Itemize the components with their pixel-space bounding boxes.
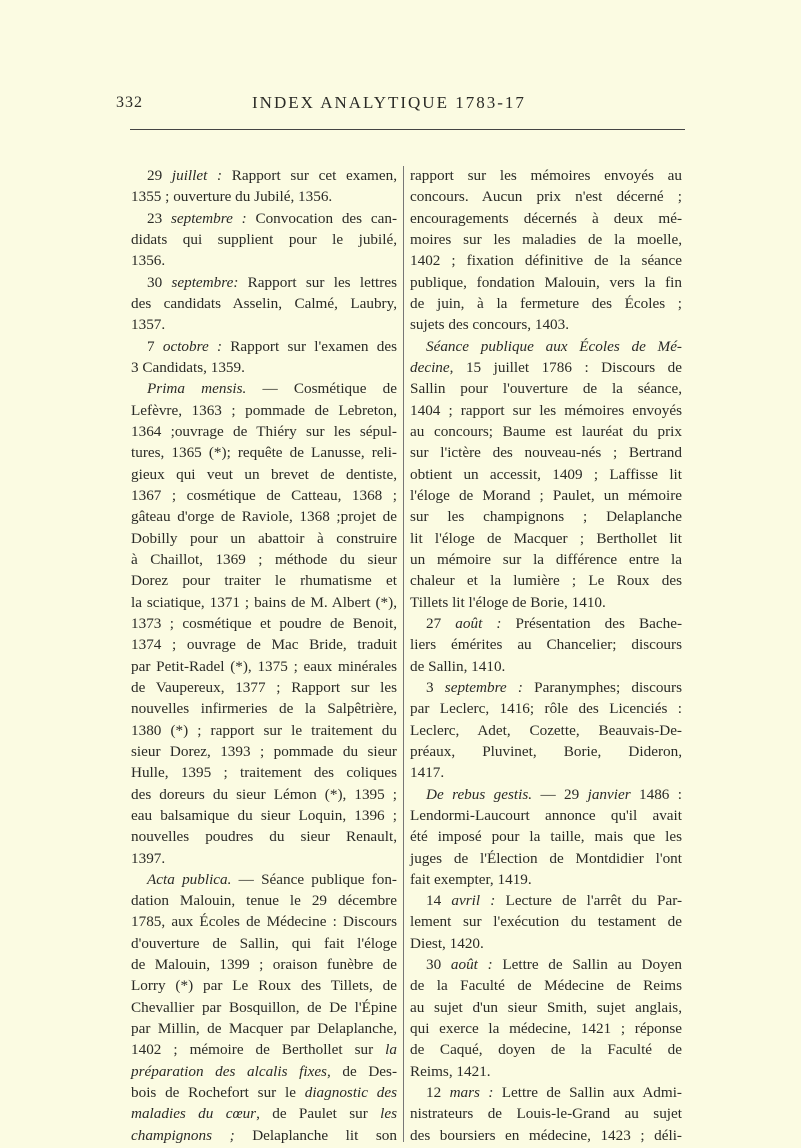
italic-text: août : bbox=[450, 956, 493, 974]
text-line bbox=[410, 1039, 682, 1060]
text-segment: au sujet d'un sieur Smith, sujet anglais, bbox=[410, 998, 682, 1016]
text-line bbox=[410, 805, 682, 826]
text-segment: 1380 (*) ; rapport sur le traitement du bbox=[131, 721, 397, 739]
italic-text: janvier bbox=[587, 785, 631, 803]
text-line bbox=[131, 975, 397, 996]
text-line bbox=[410, 720, 682, 741]
text-line bbox=[410, 336, 682, 357]
text-segment: Paranymphes; discours bbox=[522, 678, 682, 696]
text-segment: 14 bbox=[426, 892, 452, 910]
text-line bbox=[410, 549, 682, 570]
text-segment: un mémoire sur la différence entre la bbox=[410, 550, 682, 568]
text-line bbox=[410, 272, 682, 293]
text-line bbox=[410, 677, 682, 698]
italic-text: Acta publica. bbox=[147, 870, 232, 888]
text-line bbox=[131, 400, 397, 421]
italic-text: octobre : bbox=[162, 337, 223, 355]
text-line bbox=[410, 528, 682, 549]
text-segment: 1356. bbox=[131, 252, 166, 270]
text-segment: bois de Rochefort sur le bbox=[131, 1084, 305, 1102]
text-line bbox=[410, 314, 682, 335]
text-line bbox=[410, 442, 682, 463]
text-line bbox=[131, 549, 397, 570]
text-segment: moires sur les maladies de la moelle, bbox=[410, 230, 682, 248]
text-line bbox=[131, 933, 397, 954]
text-segment: nouvelles poudres du sieur Renault, bbox=[131, 828, 397, 846]
text-line bbox=[410, 848, 682, 869]
text-segment: Chevallier par Bosquillon, de De l'Épine bbox=[131, 998, 397, 1016]
italic-text: septembre: bbox=[171, 273, 239, 291]
italic-text: les bbox=[380, 1105, 397, 1123]
text-line bbox=[410, 656, 682, 677]
text-segment: de Vaupereux, 1377 ; Rapport sur les bbox=[131, 678, 397, 696]
text-segment: des candidats Asselin, Calmé, Laubry, bbox=[131, 294, 397, 312]
text-segment: 1355 ; ouverture du Jubilé, 1356. bbox=[131, 188, 333, 206]
text-line bbox=[131, 848, 397, 869]
text-segment: 1374 ; ouvrage de Mac Bride, traduit bbox=[131, 636, 397, 654]
left-column bbox=[131, 165, 397, 1146]
text-line bbox=[410, 890, 682, 911]
text-line bbox=[131, 506, 397, 527]
text-line bbox=[410, 1125, 682, 1146]
text-line bbox=[131, 421, 397, 442]
text-segment: — Séance publique fon- bbox=[231, 870, 397, 888]
text-segment: Lecture de l'arrêt du Par- bbox=[495, 892, 683, 910]
text-segment: publique, fondation Malouin, vers la fin bbox=[410, 273, 682, 291]
text-segment: fait exempter, 1419. bbox=[410, 870, 532, 888]
text-line bbox=[131, 314, 397, 335]
text-line bbox=[131, 570, 397, 591]
text-line bbox=[410, 762, 682, 783]
italic-text: De rebus gestis. bbox=[426, 785, 533, 803]
text-line bbox=[131, 293, 397, 314]
text-segment: 1357. bbox=[131, 316, 166, 334]
text-segment: qui exerce la médecine, 1421 ; réponse bbox=[410, 1020, 682, 1038]
text-segment: concours. Aucun prix n'est décerné ; bbox=[410, 188, 682, 206]
text-line bbox=[131, 720, 397, 741]
text-line bbox=[410, 506, 682, 527]
italic-text: septembre : bbox=[444, 678, 523, 696]
text-segment: 1402 ; mémoire de Berthollet sur bbox=[131, 1041, 386, 1059]
text-line bbox=[131, 741, 397, 762]
text-segment: Présentation des Bache- bbox=[501, 614, 683, 632]
text-line bbox=[131, 911, 397, 932]
text-line bbox=[410, 485, 682, 506]
text-segment: eau balsamique du sieur Loquin, 1396 ; bbox=[131, 806, 397, 824]
text-line bbox=[410, 997, 682, 1018]
italic-text: avril : bbox=[451, 892, 496, 910]
text-line bbox=[410, 975, 682, 996]
text-segment: 30 bbox=[147, 273, 172, 291]
text-line bbox=[410, 229, 682, 250]
text-segment: sur les champignons ; Delaplanche bbox=[410, 508, 682, 526]
text-segment: 1397. bbox=[131, 849, 166, 867]
text-segment: 7 bbox=[147, 337, 163, 355]
running-title: INDEX ANALYTIQUE 1783-17 bbox=[252, 93, 526, 112]
text-segment: de la Faculté de Médecine de Reims bbox=[410, 977, 682, 995]
text-line bbox=[131, 698, 397, 719]
text-segment: 1404 ; rapport sur les mémoires envoyés bbox=[410, 401, 682, 419]
text-line bbox=[131, 1082, 397, 1103]
text-segment: par Petit-Radel (*), 1375 ; eaux minérales bbox=[131, 657, 397, 675]
text-line bbox=[410, 208, 682, 229]
text-line bbox=[131, 869, 397, 890]
text-segment: lit l'éloge de Macquer ; Berthollet lit bbox=[410, 529, 682, 547]
text-segment: 1785, aux Écoles de Médecine : Discours bbox=[131, 913, 397, 931]
text-line bbox=[410, 911, 682, 932]
text-segment: 1486 : bbox=[630, 785, 682, 803]
text-line bbox=[131, 165, 397, 186]
text-segment: Leclerc, Adet, Cozette, Beauvais-De- bbox=[410, 721, 682, 739]
text-line bbox=[410, 954, 682, 975]
text-segment: , de Des- bbox=[326, 1062, 397, 1080]
text-line bbox=[131, 1061, 397, 1082]
text-segment: par Millin, de Macquer par Delaplanche, bbox=[131, 1020, 397, 1038]
text-segment: à Chaillot, 1369 ; méthode du sieur bbox=[131, 550, 397, 568]
text-segment: 3 Candidats, 1359. bbox=[131, 358, 245, 376]
text-segment: Diest, 1420. bbox=[410, 934, 484, 952]
text-line bbox=[410, 293, 682, 314]
text-line bbox=[131, 1103, 397, 1124]
text-line bbox=[410, 592, 682, 613]
text-segment: des boursiers en médecine, 1423 ; déli- bbox=[410, 1126, 682, 1144]
text-segment: 3 bbox=[426, 678, 445, 696]
text-line bbox=[131, 528, 397, 549]
text-segment: nistrateurs de Louis-le-Grand au sujet bbox=[410, 1105, 682, 1123]
text-line bbox=[131, 1018, 397, 1039]
text-segment: de Sallin, 1410. bbox=[410, 657, 506, 675]
text-segment: 12 bbox=[426, 1084, 450, 1102]
text-segment: gâteau d'orge de Raviole, 1368 ;projet de bbox=[131, 508, 397, 526]
text-segment: 1417. bbox=[410, 764, 445, 782]
italic-text: mars : bbox=[449, 1084, 494, 1102]
right-column bbox=[410, 165, 682, 1146]
text-line bbox=[131, 890, 397, 911]
text-segment: préaux, Pluvinet, Borie, Dideron, bbox=[410, 742, 682, 760]
text-line bbox=[131, 1125, 397, 1146]
text-segment: au concours; Baume est lauréat du prix bbox=[410, 422, 682, 440]
text-line bbox=[410, 1082, 682, 1103]
text-line bbox=[131, 208, 397, 229]
text-segment: Tillets lit l'éloge de Borie, 1410. bbox=[410, 593, 606, 611]
text-line bbox=[131, 677, 397, 698]
text-segment: Rapport sur l'examen des bbox=[222, 337, 397, 355]
text-segment: — 29 bbox=[532, 785, 588, 803]
text-line bbox=[131, 357, 397, 378]
text-line bbox=[131, 1039, 397, 1060]
column-divider bbox=[403, 166, 404, 1142]
text-segment: 30 bbox=[426, 956, 451, 974]
text-line bbox=[410, 1018, 682, 1039]
text-line bbox=[131, 634, 397, 655]
text-segment: de Malouin, 1399 ; oraison funèbre de bbox=[131, 956, 397, 974]
italic-text: préparation des alcalis fixes bbox=[131, 1062, 327, 1080]
text-segment: Dobilly pour un abattoir à construire bbox=[131, 529, 397, 547]
text-line bbox=[410, 613, 682, 634]
italic-text: la bbox=[385, 1041, 397, 1059]
text-segment: obtient un accessit, 1409 ; Laffisse lit bbox=[410, 465, 682, 483]
text-line bbox=[131, 656, 397, 677]
text-segment: Hulle, 1395 ; traitement des coliques bbox=[131, 764, 397, 782]
text-segment: sur l'ictère des nouveau-nés ; Bertrand bbox=[410, 444, 682, 462]
italic-text: diagnostic des bbox=[304, 1084, 398, 1102]
text-segment: Delaplanche lit son bbox=[234, 1126, 397, 1144]
text-line bbox=[410, 400, 682, 421]
text-segment: nouvelles infirmeries de la Salpêtrière, bbox=[131, 700, 397, 718]
text-segment: sujets des concours, 1403. bbox=[410, 316, 570, 334]
text-line bbox=[410, 421, 682, 442]
text-line bbox=[410, 464, 682, 485]
text-line bbox=[131, 272, 397, 293]
text-line bbox=[410, 741, 682, 762]
text-segment: dation Malouin, tenue le 29 décembre bbox=[131, 892, 397, 910]
text-line bbox=[410, 784, 682, 805]
text-segment: d'ouverture de Sallin, qui fait l'éloge bbox=[131, 934, 397, 952]
text-line bbox=[410, 698, 682, 719]
text-line bbox=[410, 250, 682, 271]
text-line bbox=[131, 229, 397, 250]
text-segment: 23 bbox=[147, 209, 171, 227]
text-line bbox=[131, 954, 397, 975]
text-line bbox=[410, 933, 682, 954]
text-line bbox=[131, 762, 397, 783]
text-segment: Rapport sur cet examen, bbox=[222, 167, 398, 184]
text-line bbox=[131, 250, 397, 271]
italic-text: decine bbox=[410, 358, 450, 376]
text-line bbox=[131, 336, 397, 357]
text-line bbox=[131, 613, 397, 634]
text-segment: , de Paulet sur bbox=[256, 1105, 381, 1123]
text-segment: Convocation des can- bbox=[246, 209, 397, 227]
text-segment: par Leclerc, 1416; rôle des Licenciés : bbox=[410, 700, 682, 718]
text-segment: lement sur l'exécution du testament de bbox=[410, 913, 682, 931]
text-segment: 27 bbox=[426, 614, 456, 632]
text-line bbox=[131, 784, 397, 805]
text-segment: Rapport sur les lettres bbox=[238, 273, 397, 291]
header-rule bbox=[130, 129, 685, 130]
text-segment: 1373 ; cosmétique et poudre de Benoit, bbox=[131, 614, 397, 632]
text-segment: Lettre de Sallin aux Admi- bbox=[493, 1084, 682, 1102]
text-line bbox=[131, 464, 397, 485]
text-segment: tures, 1365 (*); requête de Lanusse, reli- bbox=[131, 444, 397, 462]
text-segment: de juin, à la fermeture des Écoles ; bbox=[410, 294, 682, 312]
text-line bbox=[131, 485, 397, 506]
text-segment: 1364 ;ouvrage de Thiéry sur les sépul- bbox=[131, 422, 397, 440]
italic-text: Séance publique aux Écoles de Mé- bbox=[426, 337, 682, 355]
text-segment: 1367 ; cosmétique de Catteau, 1368 ; bbox=[131, 486, 397, 504]
text-line bbox=[410, 357, 682, 378]
italic-text: juillet : bbox=[171, 167, 223, 184]
italic-text: champignons ; bbox=[131, 1126, 235, 1144]
text-segment: gieux qui veut un brevet de dentiste, bbox=[131, 465, 397, 483]
text-line bbox=[410, 186, 682, 207]
text-segment: chaleur et la lumière ; Le Roux des bbox=[410, 572, 682, 590]
text-segment: Lefèvre, 1363 ; pommade de Lebreton, bbox=[131, 401, 397, 419]
text-segment: la sciatique, 1371 ; bains de M. Albert (*), bbox=[131, 593, 397, 611]
text-line bbox=[131, 997, 397, 1018]
text-line bbox=[410, 634, 682, 655]
text-segment: 29 bbox=[147, 167, 172, 184]
page-number: 332 bbox=[116, 94, 143, 111]
text-segment: Sallin pour l'ouverture de la séance, bbox=[410, 380, 682, 398]
text-segment: 1402 ; fixation définitive de la séance bbox=[410, 252, 682, 270]
text-line bbox=[131, 826, 397, 847]
text-segment: de Caqué, doyen de la Faculté de bbox=[410, 1041, 682, 1059]
text-line bbox=[131, 442, 397, 463]
text-line bbox=[131, 378, 397, 399]
text-segment: Lettre de Sallin au Doyen bbox=[492, 956, 683, 974]
text-line bbox=[131, 592, 397, 613]
text-line bbox=[410, 1103, 682, 1124]
italic-text: septembre : bbox=[170, 209, 247, 227]
text-segment: juges de l'Élection de Montdidier l'ont bbox=[410, 849, 682, 867]
text-segment: Lorry (*) par Le Roux des Tillets, de bbox=[131, 977, 397, 995]
text-segment: , 15 juillet 1786 : Discours de bbox=[449, 358, 682, 376]
italic-text: août : bbox=[455, 614, 502, 632]
text-line bbox=[131, 186, 397, 207]
text-line bbox=[410, 570, 682, 591]
text-segment: — Cosmétique de bbox=[246, 380, 397, 398]
text-segment: sieur Dorez, 1393 ; pommade du sieur bbox=[131, 742, 397, 760]
text-line bbox=[410, 165, 682, 186]
text-segment: été imposé pour la taille, mais que les bbox=[410, 828, 682, 846]
italic-text: Prima mensis. bbox=[147, 380, 247, 398]
text-segment: l'éloge de Morand ; Paulet, un mémoire bbox=[410, 486, 682, 504]
text-segment: didats qui supplient pour le jubilé, bbox=[131, 230, 397, 248]
text-segment: liers émérites au Chancelier; discours bbox=[410, 636, 682, 654]
text-line bbox=[131, 805, 397, 826]
text-line bbox=[410, 826, 682, 847]
text-segment: Dorez pour traiter le rhumatisme et bbox=[131, 572, 397, 590]
text-segment: Reims, 1421. bbox=[410, 1062, 491, 1080]
text-segment: rapport sur les mémoires envoyés au bbox=[410, 167, 682, 184]
italic-text: maladies du cœur bbox=[131, 1105, 257, 1123]
text-segment: Lendormi-Laucourt annonce qu'il avait bbox=[410, 806, 682, 824]
text-segment: des doreurs du sieur Lémon (*), 1395 ; bbox=[131, 785, 397, 803]
text-line bbox=[410, 869, 682, 890]
text-line bbox=[410, 1061, 682, 1082]
text-segment: encouragements décernés à deux mé- bbox=[410, 209, 682, 227]
text-line bbox=[410, 378, 682, 399]
